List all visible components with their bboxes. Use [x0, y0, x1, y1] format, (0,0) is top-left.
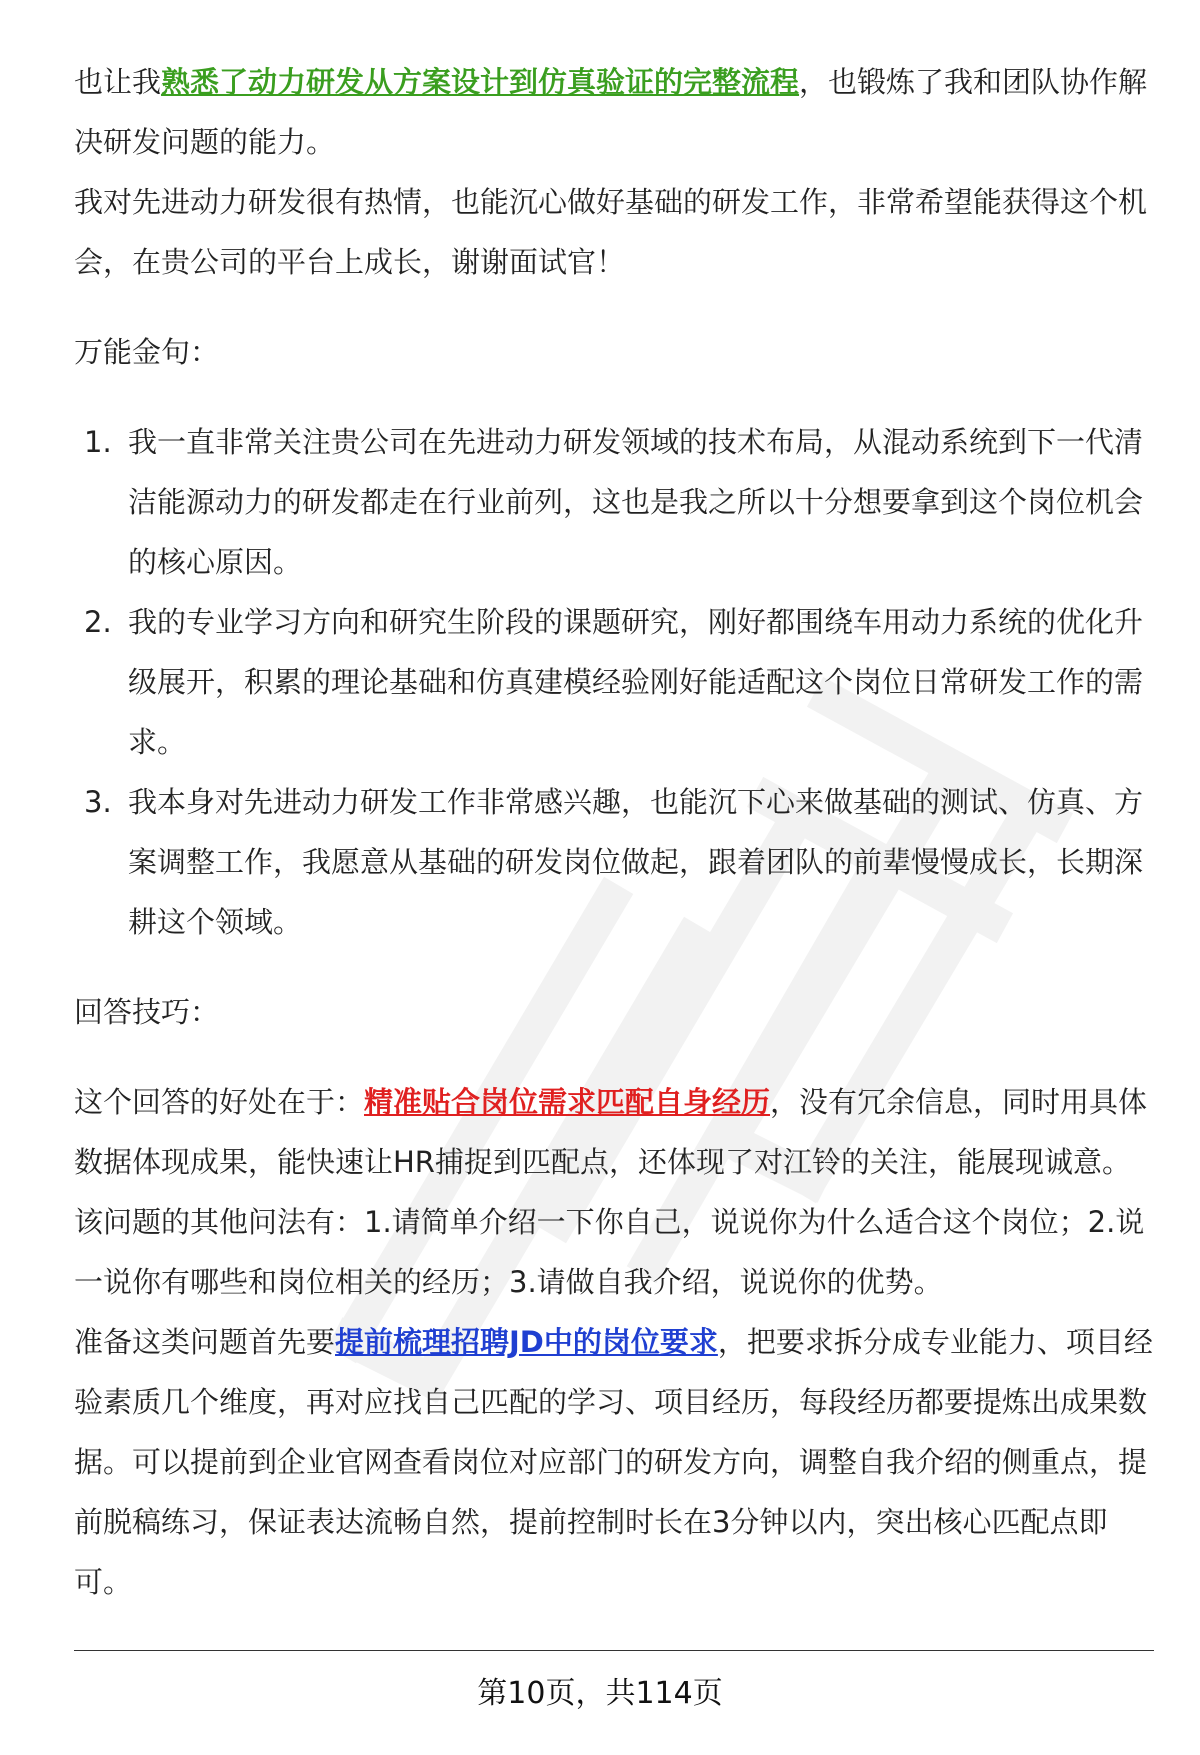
- list-item: [74, 412, 1154, 592]
- list-item-text: 我一直非常关注贵公司在先进动力研发领域的技术布局，从混动系统到下一代清洁能源动力的研发都走在行业前列，这也是我之所以十分想要拿到这个岗位机会的核心原因。: [128, 425, 1144, 579]
- list-item: [74, 592, 1154, 772]
- red-highlight-phrase: 精准贴合岗位需求匹配自身经历: [364, 1085, 771, 1119]
- list-item-number: 3.: [84, 785, 112, 819]
- tips2-text-post: ，把要求拆分成专业能力、项目经验素质几个维度，再对应找自己匹配的学习、项目经历，每段经历都要提炼出成果数据。可以提前到企业官网查看岗位对应部门的研发方向，调整自我介绍的侧重点，提前脱稿练习，保证表达流畅自然，提前控制时长在3分钟以内，突出核心匹配点即可。: [74, 1325, 1153, 1599]
- intro-paragraph-1: [74, 52, 1154, 172]
- list-item-number: 1.: [84, 425, 112, 459]
- page-number: 第10页，共114页: [477, 1676, 723, 1711]
- answer-tips-heading: 回答技巧：: [74, 995, 220, 1029]
- tips-text-post: ，没有冗余信息，同时用具体数据体现成果，能快速让HR捕捉到匹配点，还体现了对江铃的关注，能展现诚意。该问题的其他问法有：1.请简单介绍一下你自己，说说你为什么适合这个岗位；2.说一说你有哪些和岗位相关的经历；3.请做自我介绍，说说你的优势。: [74, 1085, 1148, 1299]
- tips-text-pre: 这个回答的好处在于：: [74, 1085, 365, 1119]
- green-highlight-phrase: 熟悉了动力研发从方案设计到仿真验证的完整流程: [161, 65, 800, 99]
- document-body: [74, 52, 1154, 1612]
- intro-text-pre: 也让我: [74, 65, 162, 99]
- list-item-text: 我的专业学习方向和研究生阶段的课题研究，刚好都围绕车用动力系统的优化升级展开，积累的理论基础和仿真建模经验刚好能适配这个岗位日常研发工作的需求。: [128, 605, 1144, 759]
- tips2-text-pre: 准备这类问题首先要: [74, 1325, 336, 1359]
- tips-paragraph-2: [74, 1312, 1154, 1612]
- golden-sentences-heading: 万能金句：: [74, 335, 220, 369]
- list-item-number: 2.: [84, 605, 112, 639]
- intro-text-post: ，也锻炼了我和团队协作解决研发问题的能力。: [74, 65, 1148, 159]
- list-item: [74, 772, 1154, 952]
- blue-highlight-phrase: 提前梳理招聘JD中的岗位要求: [335, 1325, 718, 1359]
- golden-sentences-list: [74, 412, 1154, 952]
- intro-paragraph-2: 我对先进动力研发很有热情，也能沉心做好基础的研发工作，非常希望能获得这个机会，在贵公司的平台上成长，谢谢面试官！: [74, 185, 1148, 279]
- footer-divider: [74, 1650, 1154, 1651]
- list-item-text: 我本身对先进动力研发工作非常感兴趣，也能沉下心来做基础的测试、仿真、方案调整工作，我愿意从基础的研发岗位做起，跟着团队的前辈慢慢成长，长期深耕这个领域。: [128, 785, 1144, 939]
- tips-paragraph-1: [74, 1072, 1154, 1312]
